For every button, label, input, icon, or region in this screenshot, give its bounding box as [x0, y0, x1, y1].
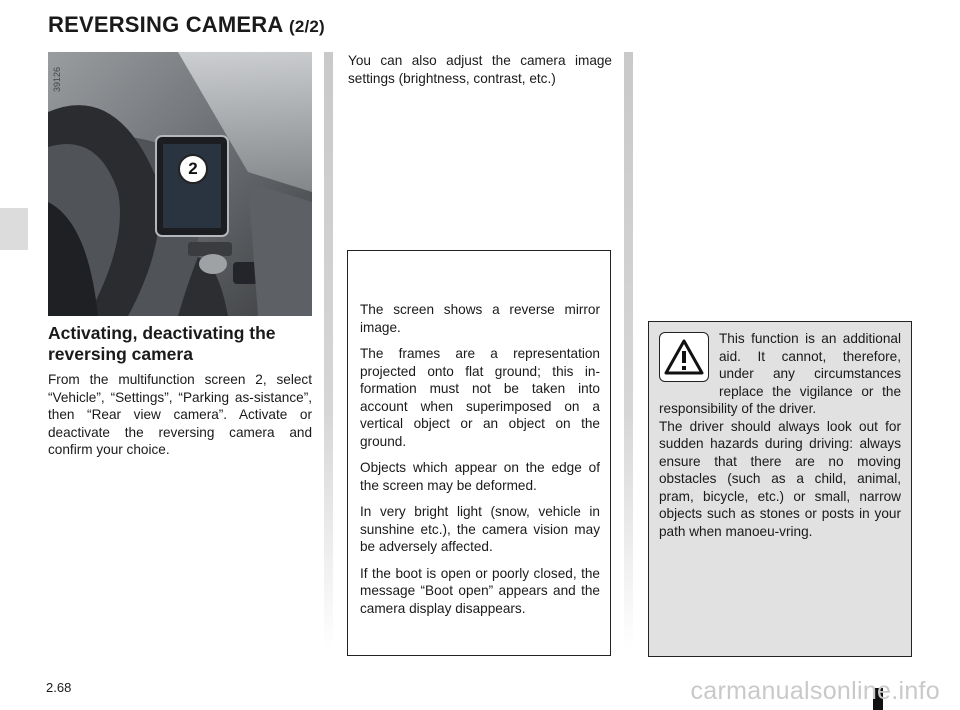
warning-text: This function is an additional aid. It cannot, therefore, under any circumstances replace the vigilance or the responsibility of the driver.: [659, 331, 901, 416]
section-heading: Activating, deactivating the reversing camera: [48, 323, 276, 364]
column-divider-left: [324, 52, 333, 650]
activation-section: [48, 323, 312, 459]
figure-code: 39126: [52, 66, 62, 92]
note-paragraph: If the boot is open or poorly closed, the message “Boot open” appears and the camera display disappears.: [360, 565, 600, 616]
note-paragraph: The screen shows a reverse mirror image.: [360, 302, 600, 335]
watermark: carmanualsonline.info: [690, 677, 940, 705]
note-paragraph: In very bright light (snow, vehicle in sunshine etc.), the camera vision may be adversely affected.: [360, 504, 600, 554]
note-paragraph: The frames are a representation projected onto flat ground; this in-formation must not be taken into account when superimposed on a vertical object or an object on the ground.: [360, 346, 600, 449]
section-body: From the multifunction screen 2, select “Vehicle”, “Settings”, “Parking as-sistance”, then “Rear view camera”. Activate or deactivate the reversing camera and confirm your choice.: [48, 372, 312, 457]
note-box: [347, 250, 611, 656]
callout-marker-2: 2: [178, 154, 208, 184]
warning-box: [648, 321, 912, 657]
page-number: 2.68: [46, 680, 72, 695]
column-divider-right: [624, 52, 633, 650]
page-title-suffix: (2/2): [288, 17, 325, 36]
warning-text-2: The driver should always look out for sudden hazards during driving: always ensure that there are no moving obstacles (such as a child, animal, pram, bicycle, etc.) or small, narrow objects such as stones or posts in your path when manoeu-vring.: [659, 418, 901, 539]
camera-settings-text: You can also adjust the camera image settings (brightness, contrast, etc.): [348, 53, 612, 86]
dashboard-photo: [48, 52, 312, 316]
page-title-main: REVERSING CAMERA: [48, 12, 283, 37]
warning-triangle-icon: [659, 332, 709, 382]
page-title: [48, 12, 325, 38]
note-paragraph: Objects which appear on the edge of the screen may be deformed.: [360, 460, 600, 493]
dashboard-illustration: [48, 52, 312, 316]
chapter-tab: [0, 208, 28, 250]
